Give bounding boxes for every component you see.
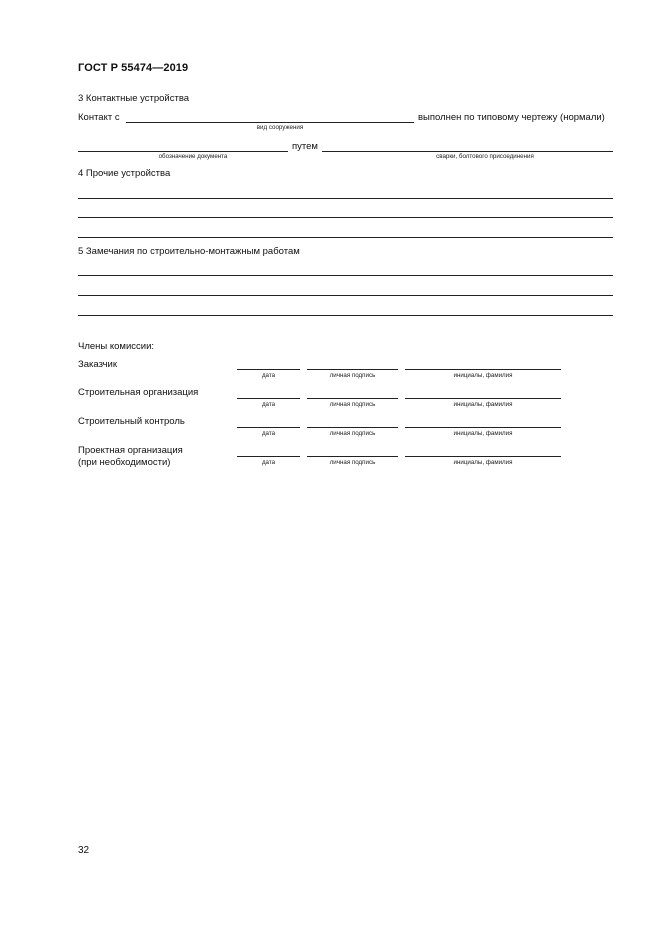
- section-5-heading: 5 Замечания по строительно-монтажным работам: [78, 246, 300, 257]
- remarks-line-1[interactable]: [78, 275, 613, 276]
- section-3-heading: 3 Контактные устройства: [78, 93, 190, 104]
- date-field[interactable]: [237, 369, 300, 370]
- commission-title: Члены комиссии:: [78, 341, 155, 352]
- caption-name: инициалы, фамилия: [453, 372, 513, 379]
- date-field[interactable]: [237, 398, 300, 399]
- caption-signature: личная подпись: [329, 430, 376, 437]
- contact-prefix: Контакт с: [78, 112, 120, 123]
- caption-signature: личная подпись: [329, 401, 376, 408]
- member-label-note: (при необходимости): [78, 457, 171, 468]
- document-designation-field[interactable]: [78, 151, 288, 152]
- member-label: Строительный контроль: [78, 416, 185, 427]
- member-label: Проектная организация: [78, 445, 183, 456]
- name-field[interactable]: [405, 369, 561, 370]
- signature-field[interactable]: [307, 369, 398, 370]
- name-field[interactable]: [405, 398, 561, 399]
- caption-connection-method: сварки, болтового присоединения: [436, 153, 534, 160]
- caption-name: инициалы, фамилия: [453, 401, 513, 408]
- caption-signature: личная подпись: [329, 459, 376, 466]
- page-header-standard: ГОСТ Р 55474—2019: [78, 62, 189, 74]
- caption-document-designation: обозначение документа: [158, 153, 228, 160]
- caption-date: дата: [261, 372, 276, 379]
- page-number: 32: [78, 845, 90, 856]
- caption-date: дата: [261, 459, 276, 466]
- name-field[interactable]: [405, 456, 561, 457]
- date-field[interactable]: [237, 456, 300, 457]
- caption-date: дата: [261, 401, 276, 408]
- caption-signature: личная подпись: [329, 372, 376, 379]
- structure-type-field[interactable]: [126, 122, 414, 123]
- name-field[interactable]: [405, 427, 561, 428]
- contact-suffix: выполнен по типовому чертежу (нормали): [418, 112, 605, 123]
- remarks-line-3[interactable]: [78, 315, 613, 316]
- way-word: путем: [292, 141, 318, 152]
- other-devices-line-3[interactable]: [78, 237, 613, 238]
- caption-name: инициалы, фамилия: [453, 430, 513, 437]
- member-label: Строительная организация: [78, 387, 199, 398]
- remarks-line-2[interactable]: [78, 295, 613, 296]
- caption-date: дата: [261, 430, 276, 437]
- signature-field[interactable]: [307, 427, 398, 428]
- other-devices-line-2[interactable]: [78, 217, 613, 218]
- caption-structure-type: вид сооружения: [256, 124, 304, 131]
- connection-method-field[interactable]: [322, 151, 613, 152]
- other-devices-line-1[interactable]: [78, 198, 613, 199]
- signature-field[interactable]: [307, 456, 398, 457]
- date-field[interactable]: [237, 427, 300, 428]
- caption-name: инициалы, фамилия: [453, 459, 513, 466]
- section-4-heading: 4 Прочие устройства: [78, 168, 171, 179]
- member-label: Заказчик: [78, 359, 118, 370]
- signature-field[interactable]: [307, 398, 398, 399]
